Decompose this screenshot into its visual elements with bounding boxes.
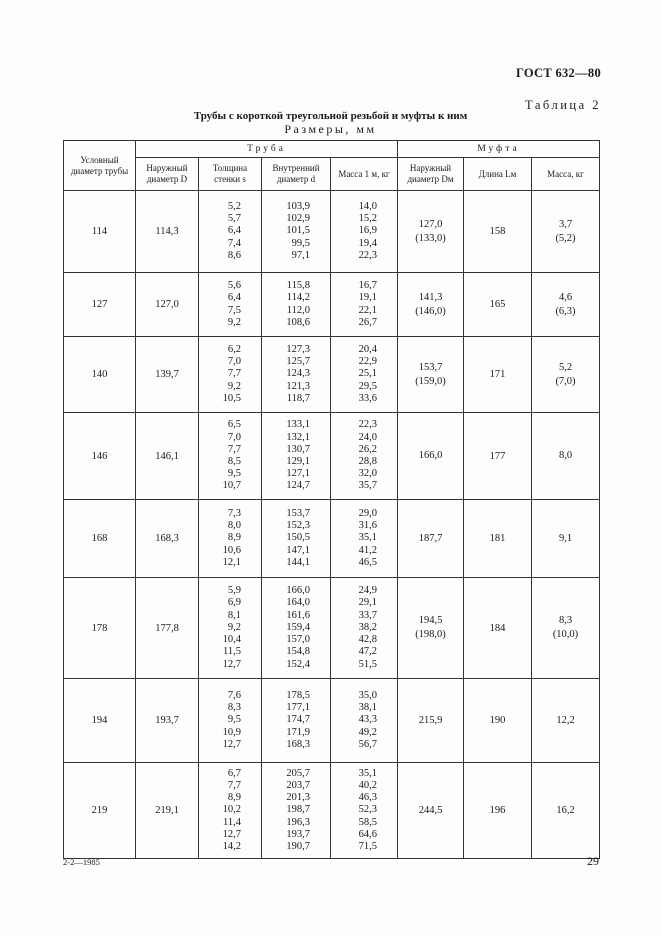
wall-thickness-cell-value: 10,5 — [222, 392, 241, 404]
mass-per-meter-cell — [331, 500, 398, 578]
inner-diameter-cell-value: 144,1 — [286, 556, 310, 568]
mass-per-meter-cell-value: 19,1 — [358, 292, 377, 304]
wall-thickness-cell — [199, 500, 262, 578]
inner-diameter-cell — [262, 191, 331, 273]
wall-thickness-cell-value: 6,9 — [227, 597, 241, 609]
coupling-mass-cell — [532, 273, 600, 337]
inner-diameter-cell-value: 190,7 — [286, 841, 310, 852]
outer-diameter-cell: 177,8 — [136, 578, 199, 679]
wall-thickness-cell-value: 8,1 — [227, 609, 241, 621]
wall-thickness-cell-value: 11,5 — [223, 646, 241, 658]
coupling-outer-diameter-cell-value: 153,7 — [418, 361, 443, 373]
outer-diameter-cell: 127,0 — [136, 273, 199, 337]
coupling-mass-cell — [532, 500, 600, 578]
table-row — [64, 413, 600, 500]
table-units: Размеры, мм — [284, 122, 377, 136]
coupling-outer-diameter-cell-value: 141,3 — [418, 291, 443, 303]
inner-diameter-cell-value: 127,1 — [286, 468, 310, 480]
wall-thickness-cell — [199, 413, 262, 500]
coupling-length-cell: 181 — [464, 500, 532, 578]
mass-per-meter-cell-value: 22,3 — [358, 419, 377, 431]
col-outer-diameter: Наружный диаметр D — [136, 158, 199, 191]
wall-thickness-cell-value: 8,9 — [227, 792, 241, 804]
nominal-diameter-cell: 178 — [64, 578, 136, 679]
mass-per-meter-cell-value: 29,0 — [358, 507, 377, 519]
col-nominal-diameter: Условный диаметр трубы — [64, 141, 136, 191]
inner-diameter-cell-value: 203,7 — [286, 779, 310, 791]
wall-thickness-cell-value: 6,4 — [227, 225, 241, 237]
inner-diameter-cell-value: 150,5 — [286, 532, 310, 544]
mass-per-meter-cell-value: 16,7 — [358, 280, 377, 292]
coupling-outer-diameter-cell — [398, 679, 464, 763]
wall-thickness-cell — [199, 679, 262, 763]
wall-thickness-cell-value: 12,1 — [222, 556, 241, 568]
coupling-length-cell: 177 — [464, 413, 532, 500]
outer-diameter-cell: 146,1 — [136, 413, 199, 500]
inner-diameter-cell-value: 114,2 — [286, 292, 310, 304]
coupling-mass-cell-value: 8,0 — [558, 450, 573, 461]
mass-per-meter-cell-value: 56,7 — [358, 738, 377, 750]
mass-per-meter-cell-value: 24,9 — [358, 585, 377, 597]
nominal-diameter-cell: 114 — [64, 191, 136, 273]
coupling-outer-diameter-cell-value: (146,0) — [415, 305, 446, 317]
nominal-diameter-cell: 168 — [64, 500, 136, 578]
coupling-mass-cell-value: (7,0) — [555, 375, 576, 387]
mass-per-meter-cell-value: 38,1 — [358, 702, 377, 714]
mass-per-meter-cell-value: 35,1 — [358, 767, 377, 779]
wall-thickness-cell-value: 8,9 — [227, 532, 241, 544]
wall-thickness-cell-value: 7,7 — [227, 779, 241, 791]
inner-diameter-cell-value: 124,3 — [286, 368, 310, 380]
coupling-length-cell: 190 — [464, 679, 532, 763]
wall-thickness-cell-value: 9,2 — [227, 316, 241, 328]
table-row — [64, 273, 600, 337]
coupling-outer-diameter-cell-value: (159,0) — [415, 375, 446, 387]
inner-diameter-cell-value: 115,8 — [286, 280, 310, 292]
coupling-mass-cell — [532, 413, 600, 500]
coupling-outer-diameter-cell-value: 244,5 — [418, 804, 443, 816]
mass-per-meter-cell-value: 33,7 — [358, 609, 377, 621]
inner-diameter-cell-value: 153,7 — [286, 507, 310, 519]
wall-thickness-cell-value: 9,2 — [227, 621, 241, 633]
nominal-diameter-cell: 194 — [64, 679, 136, 763]
inner-diameter-cell-value: 147,1 — [286, 544, 310, 556]
wall-thickness-cell-value: 8,5 — [227, 456, 241, 467]
coupling-outer-diameter-cell — [398, 578, 464, 679]
inner-diameter-cell-value: 152,3 — [286, 520, 310, 532]
wall-thickness-cell-value: 7,0 — [227, 431, 241, 443]
coupling-outer-diameter-cell-value: (133,0) — [415, 232, 446, 244]
inner-diameter-cell-value: 102,9 — [286, 213, 310, 225]
col-inner-diameter: Внутренний диаметр d — [262, 158, 331, 191]
wall-thickness-cell-value: 11,4 — [223, 816, 241, 828]
coupling-mass-cell-value: 9,1 — [558, 532, 573, 544]
coupling-outer-diameter-cell — [398, 413, 464, 500]
mass-per-meter-cell-value: 46,5 — [358, 556, 377, 568]
wall-thickness-cell-value: 8,6 — [227, 249, 241, 261]
coupling-outer-diameter-cell-value: 127,0 — [418, 218, 443, 230]
mass-per-meter-cell-value: 41,2 — [358, 544, 377, 556]
wall-thickness-cell-value: 6,7 — [227, 767, 241, 779]
coupling-outer-diameter-cell — [398, 763, 464, 859]
col-wall-thickness: Толщина стенки s — [199, 158, 262, 191]
inner-diameter-cell-value: 205,7 — [286, 767, 310, 779]
coupling-mass-cell-value: 8,3 — [558, 615, 573, 626]
coupling-outer-diameter-cell — [398, 273, 464, 337]
mass-per-meter-cell-value: 25,1 — [358, 368, 377, 380]
wall-thickness-cell-value: 7,7 — [227, 443, 241, 455]
wall-thickness-cell-value: 7,4 — [227, 237, 241, 249]
mass-per-meter-cell-value: 31,6 — [358, 520, 377, 532]
mass-per-meter-cell-value: 16,9 — [358, 225, 377, 237]
wall-thickness-cell-value: 7,7 — [227, 368, 241, 380]
coupling-length-cell: 158 — [464, 191, 532, 273]
page-number: 29 — [587, 854, 599, 868]
outer-diameter-cell: 193,7 — [136, 679, 199, 763]
inner-diameter-cell-value: 178,5 — [286, 689, 310, 701]
wall-thickness-cell-value: 5,2 — [227, 200, 241, 212]
coupling-mass-cell — [532, 679, 600, 763]
inner-diameter-cell-value: 177,1 — [286, 702, 310, 714]
mass-per-meter-cell-value: 33,6 — [358, 392, 377, 404]
inner-diameter-cell-value: 161,6 — [286, 609, 310, 621]
mass-per-meter-cell-value: 32,0 — [358, 468, 377, 480]
wall-thickness-cell-value: 5,9 — [227, 585, 241, 597]
coupling-mass-cell-value: 5,2 — [558, 361, 573, 373]
col-coupling-length: Длина Lм — [464, 158, 532, 191]
inner-diameter-cell-value: 157,0 — [286, 634, 310, 646]
mass-per-meter-cell-value: 20,4 — [358, 343, 377, 355]
wall-thickness-cell — [199, 578, 262, 679]
mass-per-meter-cell — [331, 763, 398, 859]
wall-thickness-cell-value: 9,5 — [227, 468, 241, 480]
mass-per-meter-cell-value: 26,7 — [358, 316, 377, 328]
mass-per-meter-cell-value: 35,7 — [358, 480, 377, 492]
col-coupling-mass: Масса, кг — [532, 158, 600, 191]
inner-diameter-cell-value: 103,9 — [286, 200, 310, 212]
col-mass-per-meter: Масса 1 м, кг — [331, 158, 398, 191]
inner-diameter-cell-value: 133,1 — [286, 419, 310, 431]
mass-per-meter-cell-value: 28,8 — [358, 456, 377, 467]
inner-diameter-cell-value: 171,9 — [286, 726, 310, 738]
wall-thickness-cell — [199, 191, 262, 273]
mass-per-meter-cell-value: 14,0 — [358, 200, 377, 212]
wall-thickness-cell-value: 6,5 — [227, 419, 241, 431]
coupling-outer-diameter-cell-value: 215,9 — [418, 714, 443, 726]
coupling-outer-diameter-cell-value: 194,5 — [418, 615, 443, 626]
inner-diameter-cell-value: 174,7 — [286, 714, 310, 726]
inner-diameter-cell — [262, 763, 331, 859]
inner-diameter-cell-value: 129,1 — [286, 456, 310, 467]
inner-diameter-cell — [262, 337, 331, 413]
inner-diameter-cell-value: 152,4 — [286, 658, 310, 670]
wall-thickness-cell-value: 8,0 — [227, 520, 241, 532]
mass-per-meter-cell-value: 35,0 — [358, 689, 377, 701]
coupling-outer-diameter-cell-value: (198,0) — [415, 629, 446, 640]
table-row — [64, 763, 600, 859]
inner-diameter-cell-value: 108,6 — [286, 316, 310, 328]
coupling-mass-cell-value: (6,3) — [555, 305, 576, 317]
wall-thickness-cell-value: 7,3 — [227, 507, 241, 519]
nominal-diameter-cell: 219 — [64, 763, 136, 859]
mass-per-meter-cell-value: 47,2 — [358, 646, 377, 658]
mass-per-meter-cell-value: 64,6 — [358, 828, 377, 840]
table-row — [64, 578, 600, 679]
print-code: 2-2—1985 — [63, 857, 100, 867]
inner-diameter-cell-value: 159,4 — [286, 621, 310, 633]
table-row — [64, 500, 600, 578]
mass-per-meter-cell — [331, 413, 398, 500]
mass-per-meter-cell-value: 24,0 — [358, 431, 377, 443]
coupling-mass-cell-value: 16,2 — [556, 804, 575, 816]
mass-per-meter-cell-value: 49,2 — [358, 726, 377, 738]
inner-diameter-cell-value: 168,3 — [286, 738, 310, 750]
wall-thickness-cell-value: 6,2 — [227, 343, 241, 355]
inner-diameter-cell-value: 130,7 — [286, 443, 310, 455]
coupling-mass-cell-value: 4,6 — [558, 291, 573, 303]
nominal-diameter-cell: 140 — [64, 337, 136, 413]
mass-per-meter-cell-value: 38,2 — [358, 621, 377, 633]
wall-thickness-cell-value: 10,2 — [222, 804, 241, 816]
inner-diameter-cell-value: 154,8 — [286, 646, 310, 658]
table-caption: Трубы с короткой треугольной резьбой и муфты к ним — [193, 110, 468, 122]
mass-per-meter-cell-value: 22,1 — [358, 304, 377, 316]
inner-diameter-cell — [262, 413, 331, 500]
coupling-mass-cell-value: 12,2 — [556, 714, 575, 726]
coupling-mass-cell-value: 3,7 — [558, 218, 573, 230]
document-id: ГОСТ 632—80 — [515, 66, 601, 80]
mass-per-meter-cell-value: 15,2 — [358, 213, 377, 225]
mass-per-meter-cell-value: 52,3 — [358, 804, 377, 816]
inner-diameter-cell-value: 164,0 — [286, 597, 310, 609]
wall-thickness-cell-value: 14,2 — [222, 841, 241, 852]
coupling-mass-cell — [532, 763, 600, 859]
wall-thickness-cell-value: 7,0 — [227, 356, 241, 368]
wall-thickness-cell-value: 7,6 — [227, 689, 241, 701]
inner-diameter-cell — [262, 273, 331, 337]
mass-per-meter-cell — [331, 191, 398, 273]
table-row — [64, 191, 600, 273]
mass-per-meter-cell-value: 35,1 — [358, 532, 377, 544]
inner-diameter-cell-value: 166,0 — [286, 585, 310, 597]
coupling-length-cell: 171 — [464, 337, 532, 413]
mass-per-meter-cell-value: 29,5 — [358, 380, 377, 392]
nominal-diameter-cell: 146 — [64, 413, 136, 500]
coupling-outer-diameter-cell — [398, 191, 464, 273]
wall-thickness-cell-value: 12,7 — [222, 738, 241, 750]
nominal-diameter-cell: 127 — [64, 273, 136, 337]
coupling-outer-diameter-cell-value: 166,0 — [418, 450, 443, 461]
mass-per-meter-cell — [331, 273, 398, 337]
wall-thickness-cell-value: 5,6 — [227, 280, 241, 292]
inner-diameter-cell-value: 201,3 — [286, 792, 310, 804]
coupling-mass-cell — [532, 191, 600, 273]
coupling-length-cell: 196 — [464, 763, 532, 859]
mass-per-meter-cell-value: 22,3 — [358, 249, 377, 261]
coupling-outer-diameter-cell-value: 187,7 — [418, 532, 443, 544]
mass-per-meter-cell-value: 26,2 — [358, 443, 377, 455]
inner-diameter-cell — [262, 578, 331, 679]
wall-thickness-cell-value: 10,9 — [222, 726, 241, 738]
mass-per-meter-cell-value: 43,3 — [358, 714, 377, 726]
mass-per-meter-cell — [331, 578, 398, 679]
mass-per-meter-cell-value: 42,8 — [358, 634, 377, 646]
inner-diameter-cell-value: 132,1 — [286, 431, 310, 443]
wall-thickness-cell-value: 6,4 — [227, 292, 241, 304]
mass-per-meter-cell — [331, 679, 398, 763]
wall-thickness-cell — [199, 763, 262, 859]
coupling-mass-cell — [532, 578, 600, 679]
inner-diameter-cell-value: 124,7 — [286, 480, 310, 492]
coupling-outer-diameter-cell — [398, 500, 464, 578]
mass-per-meter-cell-value: 40,2 — [358, 779, 377, 791]
outer-diameter-cell: 139,7 — [136, 337, 199, 413]
mass-per-meter-cell-value: 71,5 — [358, 841, 377, 852]
mass-per-meter-cell-value: 29,1 — [358, 597, 377, 609]
wall-thickness-cell-value: 9,2 — [227, 380, 241, 392]
inner-diameter-cell-value: 112,0 — [286, 304, 310, 316]
outer-diameter-cell: 168,3 — [136, 500, 199, 578]
inner-diameter-cell-value: 196,3 — [286, 816, 310, 828]
inner-diameter-cell-value: 97,1 — [291, 249, 310, 261]
dimensions-table — [63, 140, 600, 859]
wall-thickness-cell — [199, 337, 262, 413]
coupling-length-cell: 184 — [464, 578, 532, 679]
inner-diameter-cell-value: 121,3 — [286, 380, 310, 392]
inner-diameter-cell-value: 101,5 — [286, 225, 310, 237]
inner-diameter-cell-value: 198,7 — [286, 804, 310, 816]
wall-thickness-cell-value: 9,5 — [227, 714, 241, 726]
table-row — [64, 679, 600, 763]
wall-thickness-cell — [199, 273, 262, 337]
mass-per-meter-cell-value: 58,5 — [358, 816, 377, 828]
wall-thickness-cell-value: 5,7 — [227, 213, 241, 225]
coupling-mass-cell-value: (10,0) — [552, 629, 579, 640]
inner-diameter-cell-value: 125,7 — [286, 356, 310, 368]
group-coupling: Муфта — [398, 141, 600, 158]
wall-thickness-cell-value: 8,3 — [227, 702, 241, 714]
mass-per-meter-cell-value: 19,4 — [358, 237, 377, 249]
col-coupling-outer-diameter: Наружный диаметр Dм — [398, 158, 464, 191]
inner-diameter-cell-value: 193,7 — [286, 828, 310, 840]
mass-per-meter-cell-value: 46,3 — [358, 792, 377, 804]
outer-diameter-cell: 219,1 — [136, 763, 199, 859]
wall-thickness-cell-value: 12,7 — [222, 658, 241, 670]
inner-diameter-cell-value: 127,3 — [286, 343, 310, 355]
table-row — [64, 337, 600, 413]
coupling-mass-cell — [532, 337, 600, 413]
table-number: Таблица 2 — [525, 98, 601, 112]
coupling-length-cell: 165 — [464, 273, 532, 337]
inner-diameter-cell — [262, 500, 331, 578]
mass-per-meter-cell — [331, 337, 398, 413]
table-body — [64, 191, 600, 859]
mass-per-meter-cell-value: 22,9 — [358, 356, 377, 368]
wall-thickness-cell-value: 12,7 — [222, 828, 241, 840]
mass-per-meter-cell-value: 51,5 — [358, 658, 377, 670]
inner-diameter-cell — [262, 679, 331, 763]
inner-diameter-cell-value: 118,7 — [286, 392, 310, 404]
coupling-outer-diameter-cell — [398, 337, 464, 413]
wall-thickness-cell-value: 10,6 — [222, 544, 241, 556]
group-pipe: Труба — [136, 141, 398, 158]
wall-thickness-cell-value: 10,7 — [222, 480, 241, 492]
wall-thickness-cell-value: 7,5 — [227, 304, 241, 316]
coupling-mass-cell-value: (5,2) — [555, 232, 576, 244]
outer-diameter-cell: 114,3 — [136, 191, 199, 273]
inner-diameter-cell-value: 99,5 — [291, 237, 310, 249]
wall-thickness-cell-value: 10,4 — [222, 634, 241, 646]
